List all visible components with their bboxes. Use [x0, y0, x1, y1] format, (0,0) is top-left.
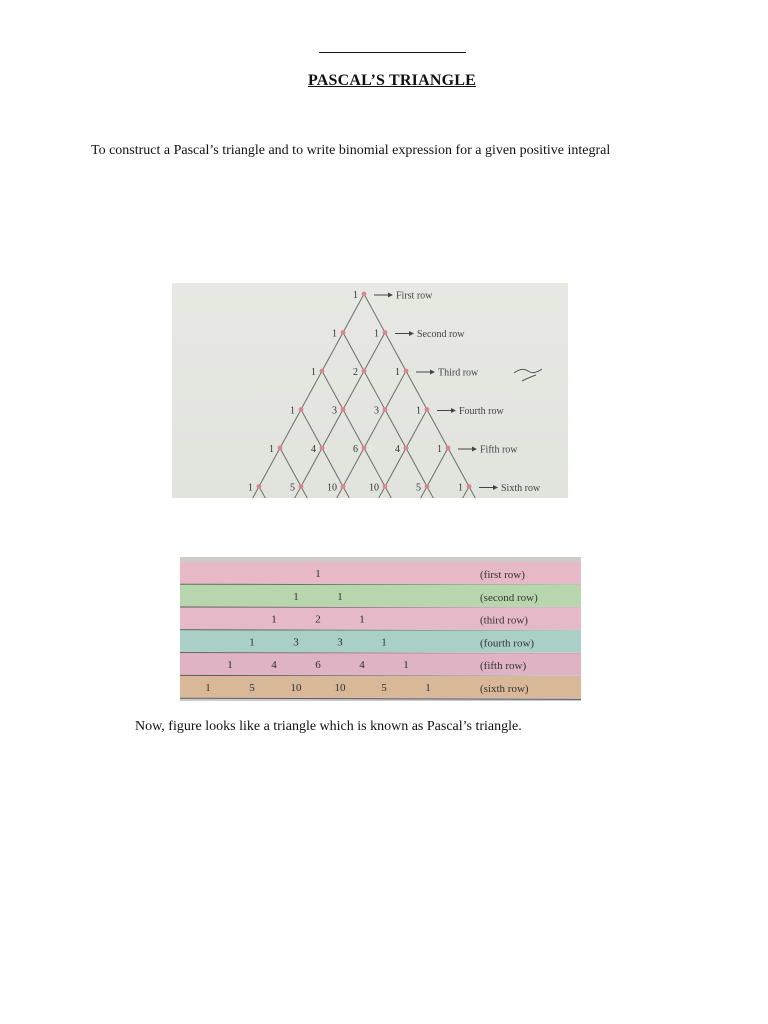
row-value: 1 — [332, 328, 337, 340]
arrow-head-icon — [388, 293, 393, 298]
lattice-line — [364, 371, 385, 410]
row-value: 6 — [353, 444, 358, 455]
table-value: 1 — [249, 636, 255, 649]
node-mark — [362, 446, 367, 451]
row-value: 1 — [416, 405, 421, 417]
row-value: 3 — [374, 405, 379, 417]
node-mark — [467, 484, 472, 489]
table-value: 1 — [315, 568, 321, 580]
intro-text: To construct a Pascal’s triangle and to write binomial expression for a given positive integral — [91, 143, 611, 158]
row-value: 10 — [327, 482, 337, 494]
row-value: 4 — [395, 444, 400, 455]
row-label: Fourth row — [459, 406, 504, 417]
node-mark — [425, 407, 430, 412]
table-row-label: (fourth row) — [480, 637, 535, 650]
table-row-label: (first row) — [480, 569, 525, 581]
node-mark — [320, 369, 325, 374]
row-label: Sixth row — [501, 483, 541, 494]
row-divider — [180, 698, 581, 699]
node-mark — [362, 292, 367, 297]
row-value: 4 — [311, 444, 316, 455]
table-row-label: (sixth row) — [480, 683, 529, 695]
table-value: 1 — [359, 613, 365, 626]
table-value: 1 — [381, 636, 387, 649]
table-value: 1 — [403, 659, 409, 672]
node-mark — [404, 369, 409, 374]
table-value: 4 — [359, 659, 365, 672]
table-row-label: (third row) — [480, 614, 528, 627]
row-value: 3 — [332, 405, 337, 417]
lattice-line — [343, 333, 364, 372]
row-value: 1 — [458, 482, 463, 494]
table-row-label: (fifth row) — [480, 660, 527, 673]
row-label: Third row — [438, 367, 479, 379]
node-mark — [320, 446, 325, 451]
row-value: 1 — [248, 482, 253, 494]
row-value: 2 — [353, 367, 358, 378]
node-mark — [341, 407, 346, 412]
row-value: 1 — [290, 405, 295, 417]
row-label: Fifth row — [480, 444, 518, 456]
node-mark — [404, 446, 409, 451]
table-value: 1 — [337, 590, 343, 603]
row-value: 1 — [353, 290, 358, 301]
node-mark — [425, 484, 430, 489]
row-value: 10 — [369, 482, 379, 494]
node-mark — [257, 484, 262, 489]
top-rule — [319, 52, 466, 53]
lattice-line — [406, 371, 427, 410]
table-value: 3 — [337, 636, 343, 649]
lattice-line — [385, 333, 406, 372]
lattice-line — [343, 410, 364, 449]
table-value: 10 — [334, 682, 346, 694]
arrow-head-icon — [451, 408, 456, 413]
node-mark — [299, 484, 304, 489]
table-value: 1 — [271, 613, 277, 626]
arrow-head-icon — [430, 370, 435, 375]
table-value: 4 — [271, 659, 277, 672]
row-value: 1 — [374, 328, 379, 340]
table-value: 5 — [381, 682, 387, 694]
lattice-line — [364, 448, 385, 487]
node-mark — [341, 330, 346, 335]
table-value: 1 — [293, 590, 299, 603]
page-title: PASCAL’S TRIANGLE — [307, 72, 477, 89]
table-value: 1 — [425, 682, 431, 694]
lattice-line — [385, 410, 406, 449]
row-value: 1 — [269, 444, 274, 455]
handwritten-mark — [514, 369, 542, 381]
conclusion-text: Now, figure looks like a triangle which is known as Pascal’s triangle. — [135, 719, 522, 734]
row-label: First row — [396, 290, 433, 302]
row-value: 1 — [395, 367, 400, 378]
table-value: 1 — [205, 682, 211, 694]
table-value: 1 — [227, 659, 233, 672]
table-value: 10 — [290, 682, 302, 694]
row-value: 1 — [437, 444, 442, 455]
table-value: 2 — [315, 613, 321, 626]
node-mark — [341, 484, 346, 489]
node-mark — [362, 369, 367, 374]
lattice-line — [427, 410, 448, 449]
node-mark — [383, 330, 388, 335]
pascal-table-figure — [180, 557, 581, 701]
row-value: 5 — [416, 482, 421, 494]
lattice-line — [322, 448, 343, 487]
node-mark — [278, 446, 283, 451]
table-value: 6 — [315, 659, 321, 672]
table-value: 3 — [293, 636, 299, 649]
row-label: Second row — [417, 329, 465, 340]
pascal-triangle-figure — [172, 283, 568, 498]
lattice-line — [364, 294, 385, 333]
lattice-line — [322, 371, 343, 410]
lattice-line — [448, 448, 469, 487]
node-mark — [446, 446, 451, 451]
lattice-line — [280, 448, 301, 487]
row-value: 1 — [311, 367, 316, 378]
arrow-head-icon — [472, 447, 477, 452]
arrow-head-icon — [493, 485, 498, 490]
node-mark — [299, 407, 304, 412]
lattice-line — [301, 410, 322, 449]
row-value: 5 — [290, 482, 295, 494]
node-mark — [383, 484, 388, 489]
lattice-line — [406, 448, 427, 487]
table-value: 5 — [249, 682, 255, 694]
node-mark — [383, 407, 388, 412]
table-row-label: (second row) — [480, 591, 538, 604]
arrow-head-icon — [409, 331, 414, 336]
